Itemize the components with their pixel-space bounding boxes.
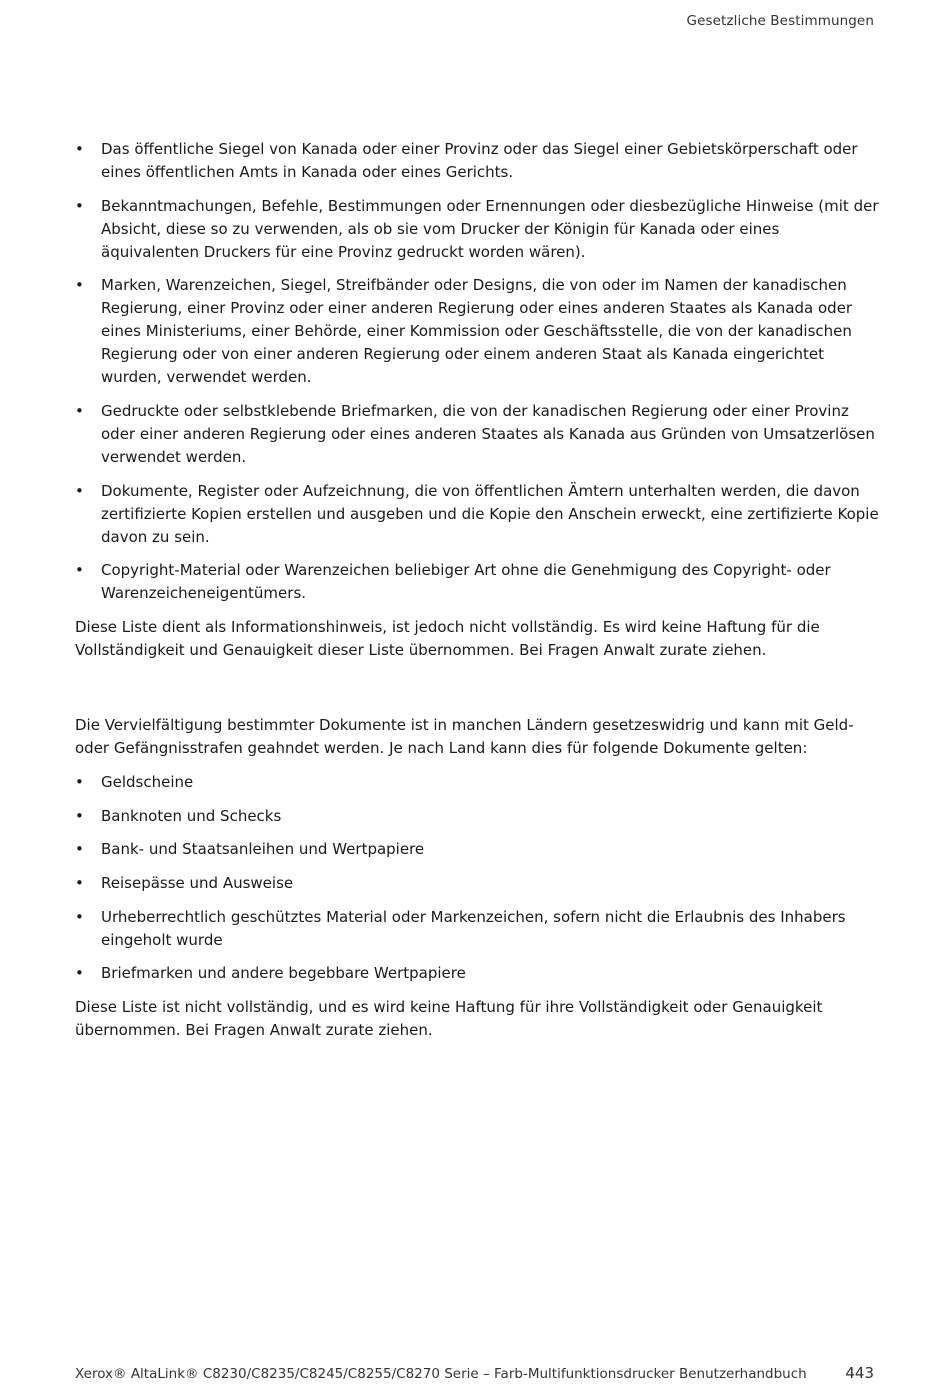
bullet-list-documents <box>75 771 880 985</box>
list-item-text: Urheberrechtlich geschütztes Material oder Markenzeichen, sofern nicht die Erlaubnis des Inhabers eingeholt wurde <box>101 907 846 949</box>
bullet-icon: • <box>75 840 84 859</box>
list-item <box>75 872 880 895</box>
list-item <box>75 559 880 605</box>
list-item-text: Bekanntmachungen, Befehle, Bestimmungen oder Ernennungen oder diesbezügliche Hinweise (mit der Absicht, diese so zu verwenden, als ob sie vom Drucker der Königin für Kanada oder eines äquivalenten Druckers für eine Provinz gedruckt worden wären). <box>101 196 879 261</box>
bullet-list-canada <box>75 138 880 605</box>
list-item-text: Das öffentliche Siegel von Kanada oder einer Provinz oder das Siegel einer Gebietskörperschaft oder eines öffentlichen Amts in Kanada oder eines Gerichts. <box>101 140 858 181</box>
bullet-icon: • <box>75 964 84 983</box>
list-item <box>75 771 880 794</box>
section-other-countries <box>75 714 880 1053</box>
list-item-text: Copyright-Material oder Warenzeichen beliebiger Art ohne die Genehmigung des Copyright- oder Warenzeicheneigentümers. <box>101 561 831 603</box>
list-item-text: Bank- und Staatsanleihen und Wertpapiere <box>101 840 425 859</box>
running-footer: Xerox® AltaLink® C8230/C8235/C8245/C8255/C8270 Serie – Farb-Multifunktionsdrucker Benutzerhandbuch <box>75 1366 807 1382</box>
list-item <box>75 838 880 861</box>
list-item-text: Dokumente, Register oder Aufzeichnung, die von öffentlichen Ämtern unterhalten werden, die davon zertifizierte Kopien erstellen und ausgeben und die Kopie den Anschein erweckt, eine zertifizierte Kopie davon zu sein. <box>101 481 879 546</box>
bullet-icon: • <box>75 907 84 926</box>
list-item-text: Gedruckte oder selbstklebende Briefmarken, die von der kanadischen Regierung oder einer Provinz oder einer anderen Regierung oder eines anderen Staates als Kanada aus Gründen von Umsatzerlösen verwendet werden. <box>101 402 875 467</box>
list-item <box>75 480 880 549</box>
bullet-icon: • <box>75 140 84 158</box>
list-item <box>75 805 880 828</box>
list-item <box>75 274 880 389</box>
disclaimer-paragraph: Diese Liste ist nicht vollständig, und es wird keine Haftung für ihre Vollständigkeit oder Genauigkeit übernommen. Bei Fragen Anwalt zurate ziehen. <box>75 998 823 1040</box>
list-item <box>75 400 880 469</box>
list-item-text: Banknoten und Schecks <box>101 806 282 825</box>
list-item-text: Geldscheine <box>101 773 194 791</box>
running-header: Gesetzliche Bestimmungen <box>686 13 874 29</box>
bullet-icon: • <box>75 806 84 825</box>
bullet-icon: • <box>75 561 84 580</box>
list-item-text: Marken, Warenzeichen, Siegel, Streifbänder oder Designs, die von oder im Namen der kanadischen Regierung, einer Provinz oder einer anderen Regierung oder eines anderen Staates als Kanada oder eines Ministeriums, einer Behörde, einer Kommission oder Geschäftsstelle, die von der kanadischen Regierung oder von einer anderen Regierung oder einem anderen Staat als Kanada eingerichtet wurden, verwendet werden. <box>101 276 853 387</box>
bullet-icon: • <box>75 196 84 215</box>
list-item-text: Briefmarken und andere begebbare Wertpapiere <box>101 964 466 983</box>
bullet-icon: • <box>75 276 84 295</box>
list-item <box>75 962 880 985</box>
section-canada-restrictions <box>75 138 880 673</box>
list-item <box>75 906 880 952</box>
bullet-icon: • <box>75 481 84 500</box>
bullet-icon: • <box>75 874 84 893</box>
bullet-icon: • <box>75 402 84 421</box>
disclaimer-paragraph: Diese Liste dient als Informationshinweis, ist jedoch nicht vollständig. Es wird keine Haftung für die Vollständigkeit und Genauigkeit dieser Liste übernommen. Bei Fragen Anwalt zurate ziehen. <box>75 618 820 660</box>
intro-paragraph: Die Vervielfältigung bestimmter Dokumente ist in manchen Ländern gesetzeswidrig und kann mit Geld- oder Gefängnisstrafen geahndet werden. Je nach Land kann dies für folgende Dokumente gelten: <box>75 716 854 757</box>
list-item <box>75 195 880 264</box>
page-number: 443 <box>845 1364 874 1382</box>
bullet-icon: • <box>75 773 84 791</box>
list-item-text: Reisepässe und Ausweise <box>101 874 294 893</box>
list-item <box>75 138 880 184</box>
